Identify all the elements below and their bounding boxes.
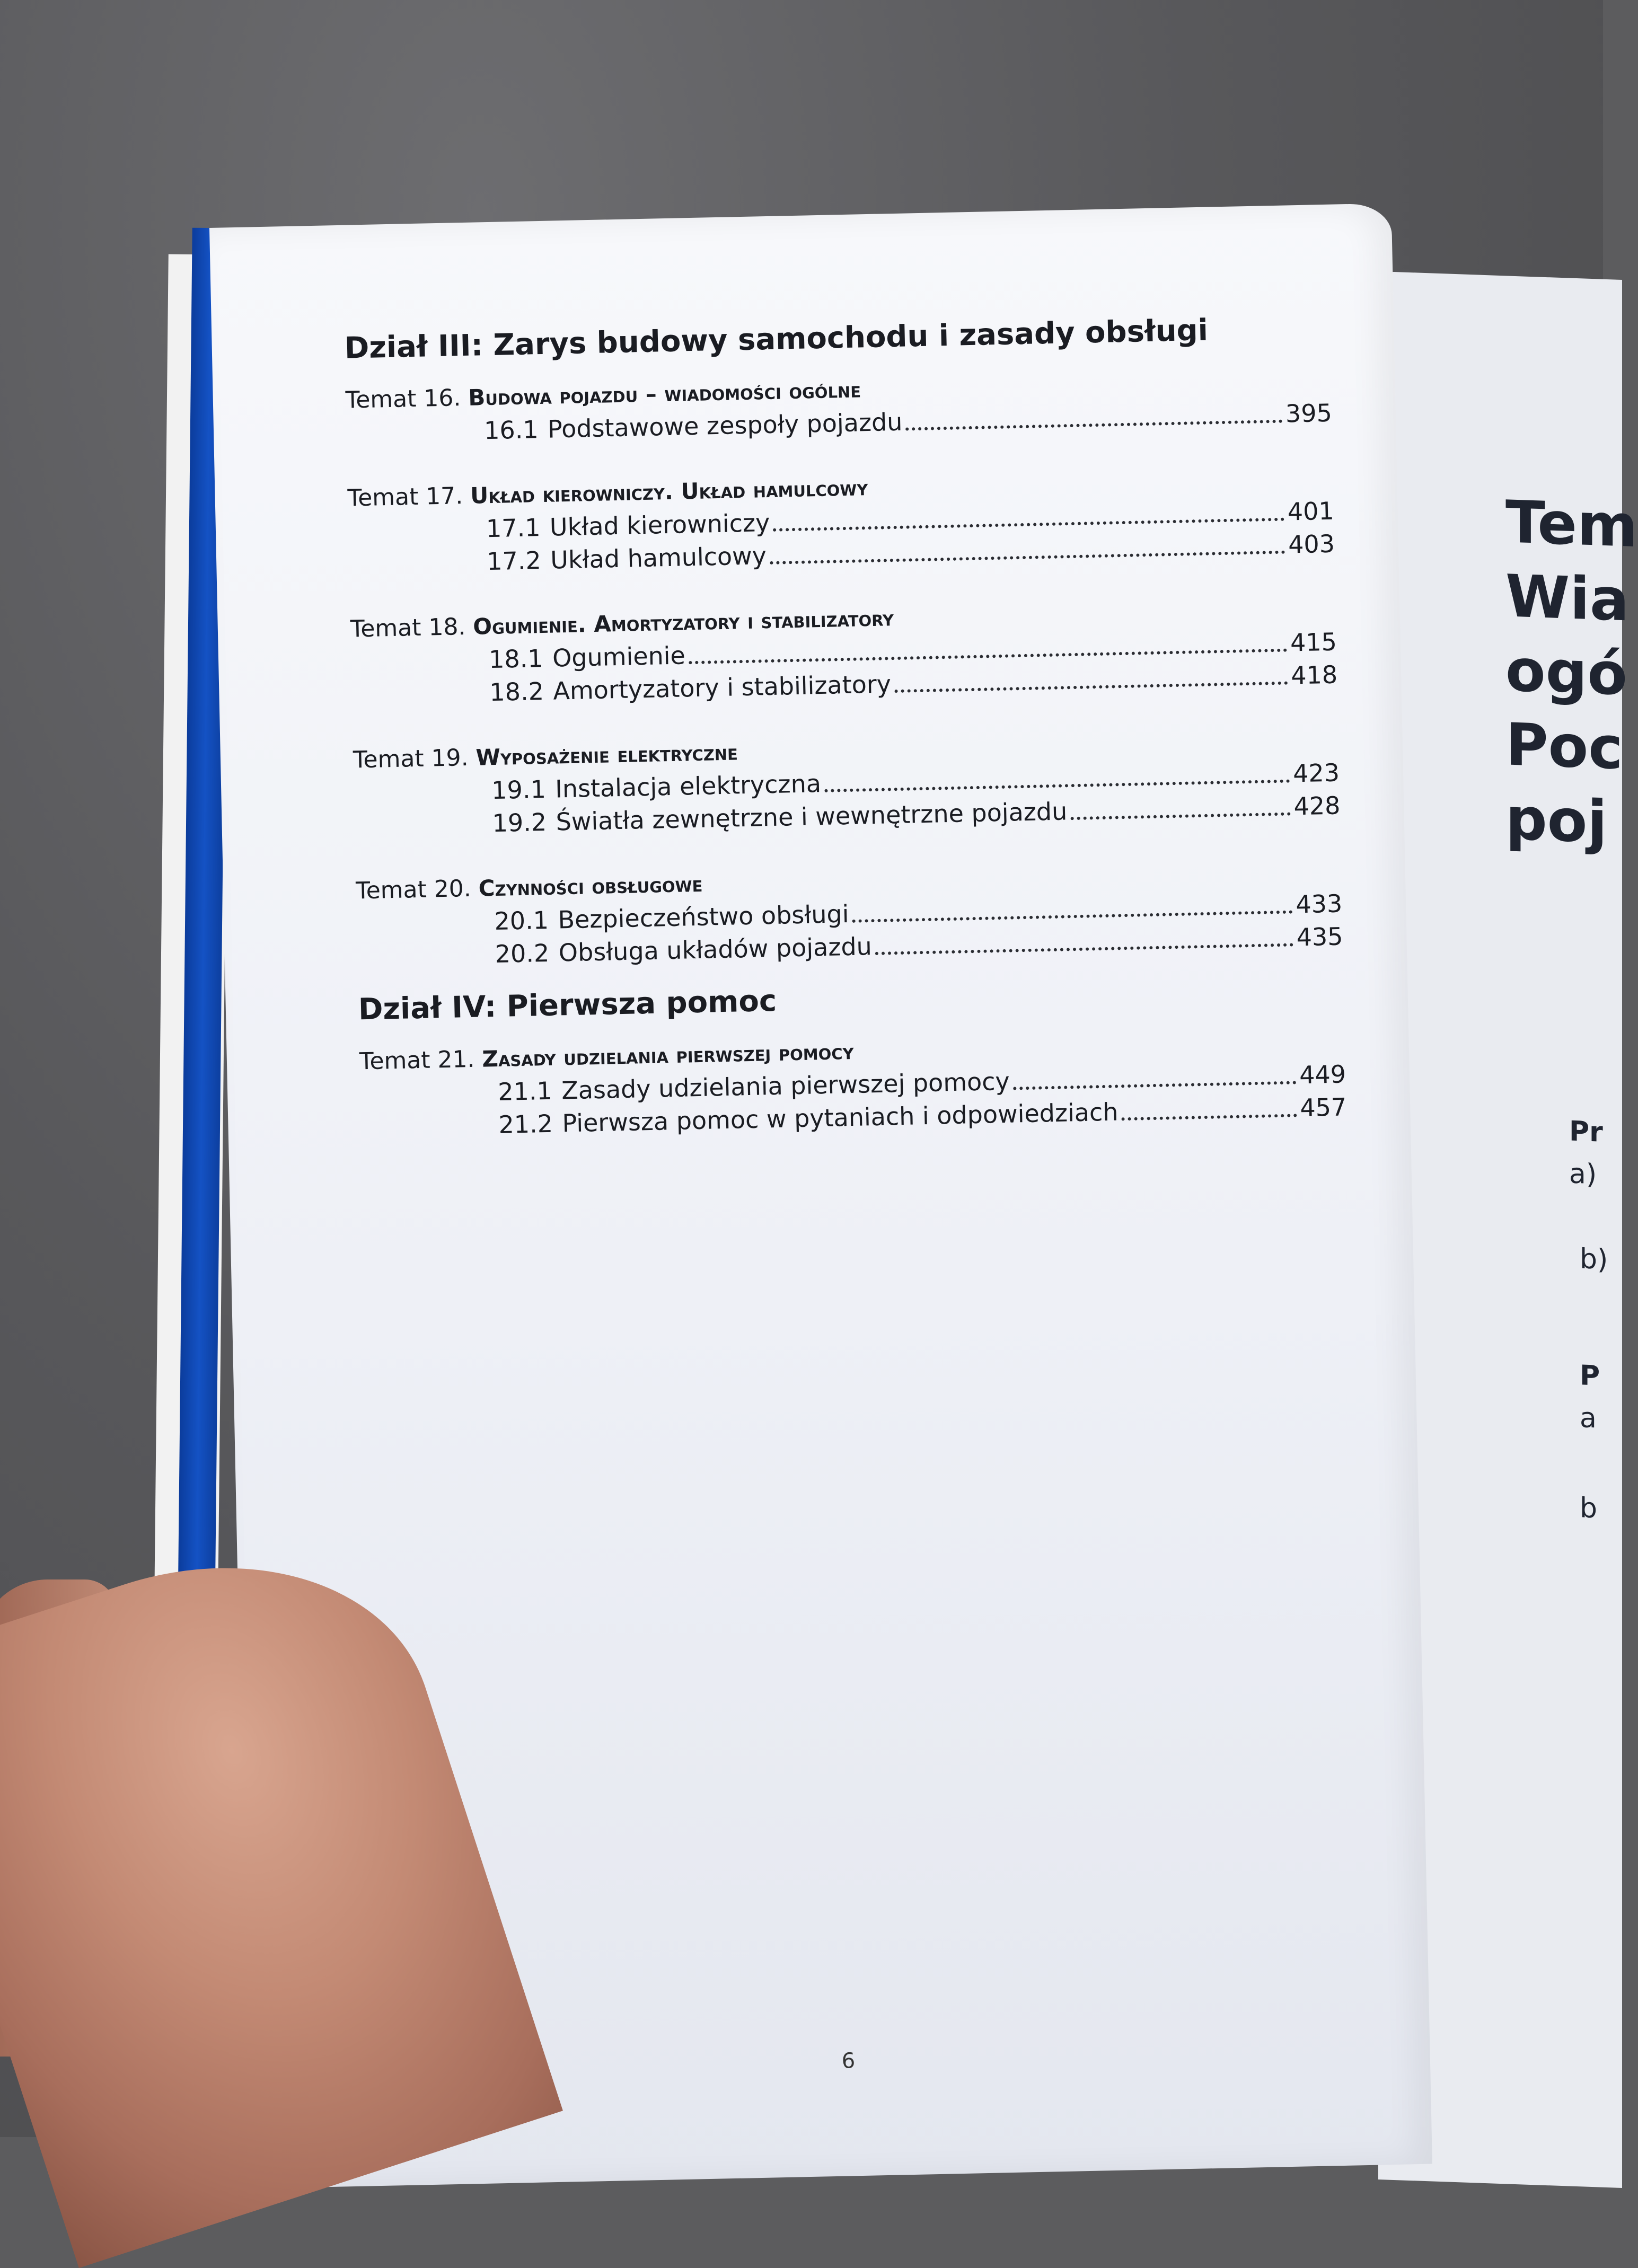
topic-prefix: Temat 17.	[347, 482, 463, 512]
toc-topic	[356, 857, 1364, 972]
toc-section	[344, 310, 1364, 972]
entry-page: 403	[1288, 529, 1335, 559]
topic-title: Czynności obsługowe	[478, 870, 703, 902]
entry-number: 21.2	[498, 1109, 553, 1139]
topic-title: Ogumienie. Amortyzatory i stabilizatory	[472, 605, 894, 640]
entry-label: Podstawowe zespoły pojazdu	[547, 407, 903, 444]
dot-leader	[773, 518, 1284, 532]
entry-number: 20.2	[495, 938, 550, 969]
dot-leader	[894, 682, 1288, 693]
dot-leader	[875, 943, 1293, 955]
dot-leader	[689, 649, 1287, 665]
topic-prefix: Temat 19.	[353, 744, 469, 774]
entry-page: 401	[1287, 496, 1335, 526]
right-page-title-line: ogó	[1505, 636, 1627, 709]
toc-topic	[359, 1027, 1368, 1142]
entry-label: Światła zewnętrzne i wewnętrzne pojazdu	[556, 797, 1068, 836]
topic-title: Układ kierowniczy. Układ hamulcowy	[470, 474, 868, 509]
entry-label: Bezpieczeństwo obsługi	[557, 899, 850, 934]
entry-label: Instalacja elektryczna	[554, 769, 822, 804]
entry-page: 428	[1293, 791, 1341, 821]
entry-page: 418	[1290, 660, 1338, 690]
toc-section	[358, 972, 1368, 1142]
topic-title: Budowa pojazdu – wiadomości ogólne	[468, 376, 861, 411]
entry-number: 17.2	[486, 546, 542, 576]
topic-prefix: Temat 16.	[345, 384, 461, 414]
entry-page: 435	[1296, 922, 1344, 952]
entry-label: Układ kierowniczy	[549, 508, 770, 542]
toc-topic	[350, 595, 1359, 710]
entry-page: 423	[1292, 758, 1340, 788]
topic-title: Zasady udzielania pierwszej pomocy	[481, 1038, 854, 1072]
page-number: 6	[841, 2049, 856, 2073]
right-page-fragment: a	[1580, 1402, 1597, 1435]
entry-label: Układ hamulcowy	[550, 541, 767, 575]
entry-label: Ogumienie	[552, 641, 686, 673]
entry-number: 21.1	[497, 1076, 553, 1106]
entry-label: Amortyzatory i stabilizatory	[552, 669, 892, 705]
entry-page: 457	[1299, 1092, 1347, 1123]
right-page-title-line: Tem	[1505, 488, 1638, 561]
dot-leader	[824, 780, 1290, 792]
entry-number: 18.1	[488, 643, 544, 674]
entry-number: 18.2	[489, 676, 544, 707]
entry-label: Pierwsza pomoc w pytaniach i odpowiedziach	[561, 1097, 1119, 1138]
right-page-title-line: poj	[1505, 784, 1608, 857]
entry-label: Obsługa układów pojazdu	[558, 932, 873, 967]
section-heading: Dział IV: Pierwsza pomoc	[358, 983, 777, 1027]
section-heading: Dział III: Zarys budowy samochodu i zasady obsługi	[344, 313, 1209, 366]
right-page-fragment: Pr	[1569, 1115, 1603, 1149]
dot-leader	[852, 910, 1293, 922]
entry-number: 16.1	[483, 415, 539, 445]
entry-number: 17.1	[486, 513, 541, 543]
entry-page: 415	[1290, 627, 1337, 657]
topic-title: Wyposażenie elektryczne	[475, 739, 738, 771]
topic-prefix: Temat 18.	[350, 613, 466, 643]
dot-leader	[1122, 1114, 1297, 1120]
right-page-title-line: Wia	[1505, 562, 1630, 634]
topic-prefix: Temat 20.	[355, 875, 472, 905]
toc-topic	[345, 366, 1353, 448]
dot-leader	[1013, 1081, 1297, 1090]
entry-number: 19.2	[492, 807, 547, 838]
right-page-fragment: b)	[1580, 1243, 1608, 1276]
right-page-fragment: a)	[1569, 1158, 1597, 1191]
right-page-fragment: P	[1580, 1360, 1600, 1392]
entry-label: Zasady udzielania pierwszej pomocy	[561, 1066, 1010, 1105]
entry-page: 395	[1285, 398, 1333, 428]
toc-topic	[347, 464, 1356, 579]
right-page-title-line: Poc	[1505, 710, 1623, 783]
entry-number: 20.1	[494, 905, 549, 936]
toc-topic	[353, 726, 1362, 841]
dot-leader	[770, 551, 1285, 564]
entry-number: 19.1	[491, 774, 547, 805]
dot-leader	[1070, 813, 1290, 820]
right-page-fragment: b	[1580, 1492, 1598, 1525]
entry-page: 433	[1295, 889, 1343, 919]
topic-prefix: Temat 21.	[359, 1045, 475, 1075]
dot-leader	[906, 420, 1283, 431]
table-of-contents	[344, 310, 1369, 1179]
entry-page: 449	[1299, 1060, 1346, 1090]
